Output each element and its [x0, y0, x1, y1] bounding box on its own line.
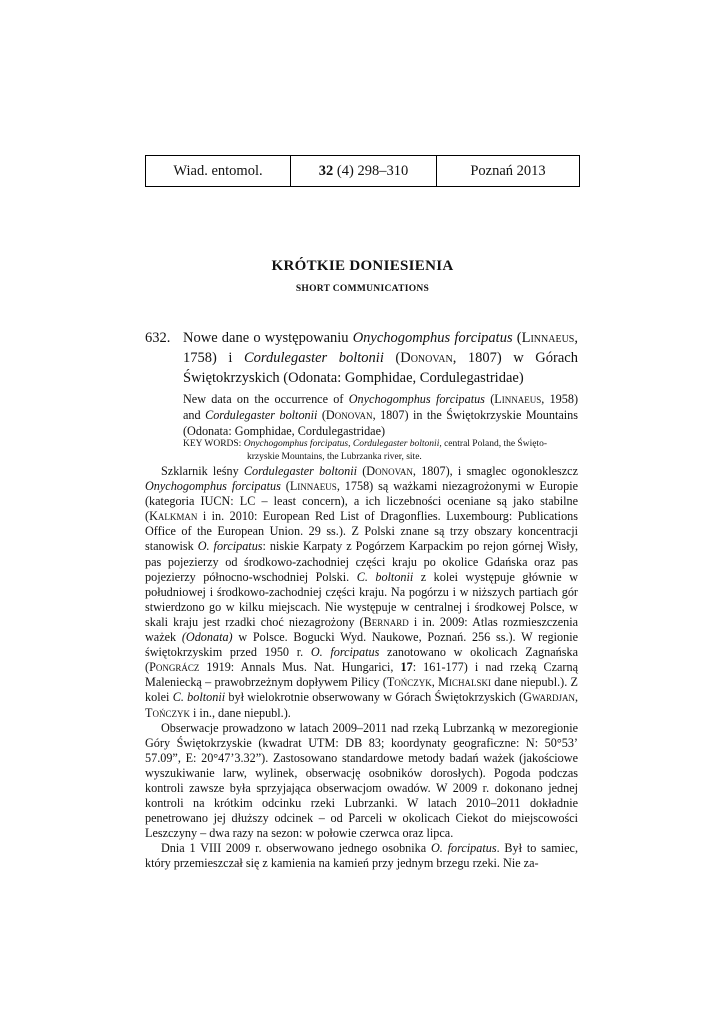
species-name: C. boltonii	[172, 690, 226, 705]
text: i in. 2010: European Red List of Dragonflies. Luxembourg: Publications Office of the European Union. 29 ss.). Z Polski znane są trzy obszary koncentracji stanowisk	[145, 509, 578, 554]
text: : 161-177) i nad rzeką Czarną Maleniecką – prawobrzeżnym dopływem Pilicy (	[145, 660, 578, 690]
species-name: Onychogomphus forcipatus	[348, 392, 485, 406]
text: , 1807), i smaglec ogonokleszcz	[412, 464, 578, 478]
volume-bold: 17	[400, 660, 413, 675]
title-text: Nowe dane o występowaniu	[183, 330, 353, 346]
section-subtitle: SHORT COMMUNICATIONS	[295, 284, 430, 294]
volume-number: 32	[318, 162, 334, 179]
taxon-name: (Odonata)	[181, 630, 233, 645]
text: . Był to samiec, który przemieszczał się z kamienia na kamień przy jednym brzegu rzeki. Nie za-	[145, 841, 578, 871]
title-text: , 1807) w Górach Świętokrzyskich (Odonata: Gomphidae, Cordulegastridae)	[183, 350, 578, 386]
paragraph-1	[145, 464, 578, 721]
species-name: Onychogomphus forcipatus	[145, 479, 281, 494]
journal-header-box	[145, 155, 580, 187]
paragraph-2: Obserwacje prowadzono w latach 2009–2011 nad rzeką Lubrzanką w mezoregionie Góry Świętokrzyskie (kwadrat UTM: DB 83; koordynaty geograficzne: N: 50°53’ 57.09”, E: 20°47’3.32”). Zastosowano standardowe metody badań ważek (jakościowe wyszukiwanie larw, wylinek, obserwację osobników dorosłych). Pogoda podczas kontroli zawsze była sprzyjająca obserwacjom owadów. W 2009 r. dokonano jednej kontroli na krótkim odcinku rzeki Lubrzanki. W latach 2010–2011 dokładnie penetrowano jej dłuższy odcinek – od Parceli w okolicach Ciekot do miejscowości Leszczyny – dwa razy na sezon: w połowie czerwca oraz lipca.	[145, 720, 578, 841]
keywords	[183, 438, 578, 463]
author-name: Linnaeus	[521, 330, 575, 346]
text: (	[357, 464, 367, 478]
text: i in., dane niepubl.).	[189, 705, 291, 720]
species-name: Onychogomphus forcipatus	[352, 330, 513, 346]
paragraph-3	[145, 841, 578, 871]
text: był wielokrotnie obserwowany w Górach Świętokrzyskich (	[225, 690, 524, 705]
text: (	[280, 479, 290, 494]
title-text: , 1807) in the Świętokrzyskie Mountains (Odonata: Gomphidae, Cordulegastridae)	[183, 408, 578, 438]
keyword-separator: ,	[348, 439, 353, 449]
title-text: , 1758) i	[183, 330, 578, 366]
text: z kolei występuje głównie w południowej i środkowo-zachodniej części kraju. Na pogórzu i w niższych partiach gór stwierdzono go w kilku miejscach. Nie występuje w centralnej i środkowej Polsce, w skali kraju jest rzadki choć niezagrożony (	[145, 569, 578, 629]
article-number: 632.	[145, 330, 171, 346]
author-name: Donovan	[366, 464, 413, 478]
title-text: (	[317, 408, 326, 422]
title-text: (	[512, 330, 522, 346]
author-name: Michalski	[438, 675, 491, 690]
keywords-label: KEY WORDS:	[183, 439, 244, 449]
title-text: New data on the occurrence of	[183, 392, 349, 406]
author-name: Bernard	[363, 614, 409, 629]
article-title-block	[145, 328, 578, 388]
keyword: krzyskie Mountains, the Lubrzanka river, site.	[247, 451, 422, 462]
author-name: Gwardjan	[523, 690, 575, 705]
species-name: O. forcipatus	[197, 539, 263, 554]
author-name: Pongrácz	[149, 660, 200, 675]
author-name: Tończyk	[145, 705, 190, 720]
text: Szklarnik leśny	[161, 464, 244, 478]
place-year: Poznań 2013	[470, 162, 546, 179]
author-name: Linnaeus	[494, 392, 542, 406]
article-body	[145, 464, 578, 872]
text: Dnia 1 VIII 2009 r. obserwowano jednego osobnika	[161, 841, 431, 856]
text: dane niepubl.). Z kolei	[145, 675, 578, 705]
text: : niskie Karpaty z Pogórzem Karpackim po rejon górnej Wisły, pas pojezierzy od środkowo-zachodniej części kraju po okolice Gdańska oraz pas pojezierzy północno-wschodniej Polski.	[145, 539, 579, 584]
issue-pages: (4) 298–310	[333, 162, 409, 179]
text: 1919: Annals Mus. Nat. Hungarici,	[199, 660, 401, 675]
author-name: Donovan	[400, 350, 453, 366]
title-text: (	[484, 392, 495, 406]
text: ,	[431, 675, 439, 690]
text: ,	[574, 690, 578, 705]
keyword: Onychogomphus forcipatus	[243, 439, 349, 449]
keyword: , central Poland, the Święto-	[439, 439, 547, 449]
article-title-pl	[183, 328, 578, 388]
text: , 1758) są ważkami niezagrożonymi w Europie (kategoria IUCN: LC – least concern), a ich liczebności oceniane są jako stabilne (	[145, 479, 579, 524]
species-name: Cordulegaster boltonii	[205, 408, 318, 422]
author-name: Donovan	[325, 408, 373, 422]
author-name: Kalkman	[149, 509, 198, 524]
species-name: Cordulegaster boltonii	[243, 464, 357, 478]
title-text: , 1958) and	[183, 392, 579, 422]
author-name: Tończyk	[386, 675, 432, 690]
author-name: Linnaeus	[289, 479, 337, 494]
title-text: (	[383, 350, 401, 366]
journal-name: Wiad. entomol.	[146, 156, 291, 186]
article-title-en	[183, 391, 578, 439]
species-name: Cordulegaster boltonii	[243, 350, 384, 366]
text: i in. 2009: Atlas rozmieszczenia ważek	[145, 614, 578, 645]
text: w Polsce. Bogucki Wyd. Naukowe, Poznań. 256 ss.). W regionie świętokrzyskim przed 1950 r.	[145, 630, 578, 660]
species-name: O. forcipatus	[310, 645, 380, 660]
volume-issue-pages	[291, 156, 437, 186]
keyword: Cordulegaster boltonii	[352, 439, 440, 449]
text: zanotowano w okolicach Zagnańska (	[145, 645, 578, 675]
section-title: KRÓTKIE DONIESIENIA	[271, 258, 454, 274]
species-name: O. forcipatus	[430, 841, 497, 856]
species-name: C. boltonii	[356, 569, 414, 584]
